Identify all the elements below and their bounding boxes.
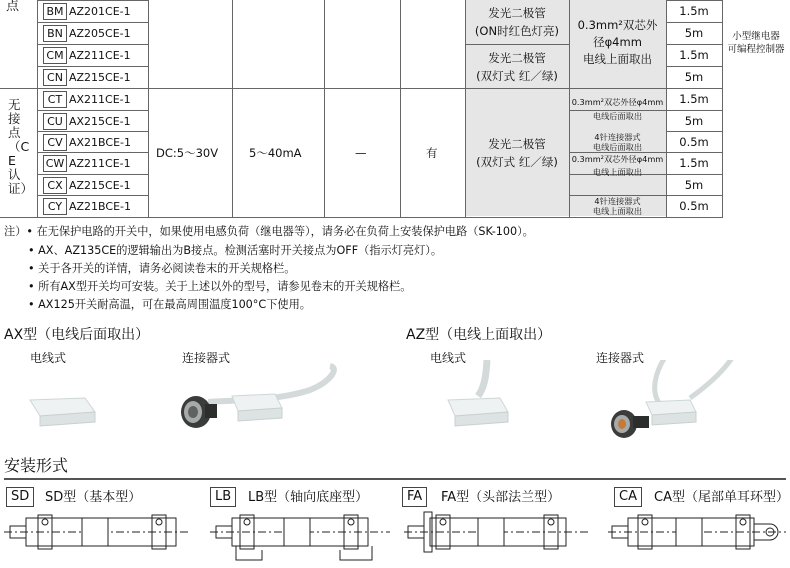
fa-cylinder-drawing (404, 512, 590, 552)
code-cell: CU (43, 113, 67, 130)
mount-label-fa: FA型（头部法兰型） (441, 490, 561, 505)
model-cell: AZ21BCE-1 (69, 200, 132, 213)
ax-connector-label: 连接器式 (182, 351, 231, 365)
code-cell: BN (43, 25, 67, 42)
indicator-low: 发光二极管 (双灯式 红／绿) (476, 137, 558, 169)
length-cell: 0.5m (679, 199, 709, 213)
mount-code-lb: LB (210, 487, 236, 507)
model-cell: AZ211CE-1 (69, 49, 131, 62)
length-cell: 5m (684, 70, 704, 84)
mounting-title: 安装形式 (4, 456, 69, 475)
note-line: • AX、AZ135CE的逻辑输出为B接点。检测活塞时开关接点为OFF（指示灯亮灯）。 (28, 244, 443, 257)
ax-wire-sensor-image (30, 398, 95, 426)
code-cell: CX (43, 177, 67, 194)
length-cell: 5m (684, 114, 704, 128)
length-cell: 1.5m (679, 156, 709, 170)
product-photos (0, 360, 790, 460)
length-cell: 1.5m (679, 4, 709, 18)
code-cell: CY (43, 198, 67, 215)
ax-title: AX型（电线后面取出） (4, 327, 150, 343)
mount-code-fa: FA (402, 487, 427, 507)
code-cell: CT (43, 91, 67, 108)
az-connector-label: 连接器式 (596, 351, 645, 365)
mount-label-sd: SD型（基本型） (45, 490, 142, 505)
lead-a: 0.3mm²双芯外径φ4mm 电线后面取出 (571, 97, 664, 121)
mounting-drawings (0, 510, 790, 568)
mounting-divider (4, 478, 786, 480)
code-cell: CN (43, 69, 67, 86)
model-cell: AZ201CE-1 (69, 5, 131, 18)
az-wire-label: 电线式 (430, 351, 467, 365)
mount-code-ca: CA (614, 487, 642, 507)
length-cell: 0.5m (679, 135, 709, 149)
mount-label-ca: CA型（尾部单耳环型） (654, 490, 789, 505)
row-header-contact: 点 (6, 0, 20, 14)
lead-d: 4针连接器式 电线上面取出 (592, 196, 643, 216)
model-cell: AX21BCE-1 (69, 136, 132, 149)
has-cell: 有 (426, 146, 438, 160)
length-cell: 1.5m (679, 92, 709, 106)
length-cell: 5m (684, 178, 704, 192)
lb-cylinder-drawing (210, 515, 390, 560)
note-line: • 关于各开关的详情，请务必阅读卷末的开关规格栏。 (28, 262, 296, 275)
lead-top: 0.3mm²双芯外 径φ4mm 电线上面取出 (577, 18, 658, 66)
model-cell: AX215CE-1 (69, 115, 131, 128)
length-cell: 5m (684, 26, 704, 40)
indicator-top: 发光二极管 (ON时红色灯亮) (474, 6, 560, 38)
mount-code-sd: SD (6, 487, 34, 507)
az-connector-sensor-image (611, 360, 739, 438)
row-header-no-contact: 无接点（CE认证） (8, 97, 34, 196)
note-line: • 所有AX型开关均可安装。关于上述以外的型号，请参见卷末的开关规格栏。 (28, 280, 412, 293)
voltage-cell: DC:5～30V (156, 146, 219, 160)
indicator-mid: 发光二极管 (双灯式 红／绿) (476, 51, 558, 83)
az-title: AZ型（电线上面取出） (406, 327, 552, 343)
model-cell: AZ205CE-1 (69, 27, 131, 40)
ax-connector-sensor-image (181, 366, 334, 428)
current-cell: 5～40mA (249, 146, 302, 160)
note-line: 注）• 在无保护电路的开关中，如果使用电感负荷（继电器等），请务必在负荷上安装保护电路（SK-100）。 (4, 225, 534, 238)
az-wire-sensor-image (448, 360, 508, 426)
code-cell: BM (43, 3, 67, 20)
sd-cylinder-drawing (4, 515, 190, 549)
model-cell: AZ215CE-1 (69, 179, 131, 192)
length-cell: 1.5m (679, 48, 709, 62)
code-cell: CV (43, 134, 67, 151)
model-cell: AZ211CE-1 (69, 157, 131, 170)
ca-cylinder-drawing (608, 515, 786, 549)
model-cell: AZ215CE-1 (69, 71, 131, 84)
application-cell: 小型继电器 可编程控制器 (727, 31, 785, 55)
note-line: • AX125开关耐高温，可在最高周围温度100°C下使用。 (28, 298, 311, 311)
model-cell: AX211CE-1 (69, 93, 131, 106)
ax-wire-label: 电线式 (30, 351, 67, 365)
lead-b: 4针连接器式 电线后面取出 (592, 132, 643, 152)
mount-label-lb: LB型（轴向底座型） (248, 490, 369, 505)
lead-c: 0.3mm²双芯外径φ4mm 电线上面取出 (571, 154, 664, 177)
code-cell: CM (43, 47, 67, 64)
code-cell: CW (43, 155, 67, 172)
dash-cell: — (355, 146, 367, 160)
